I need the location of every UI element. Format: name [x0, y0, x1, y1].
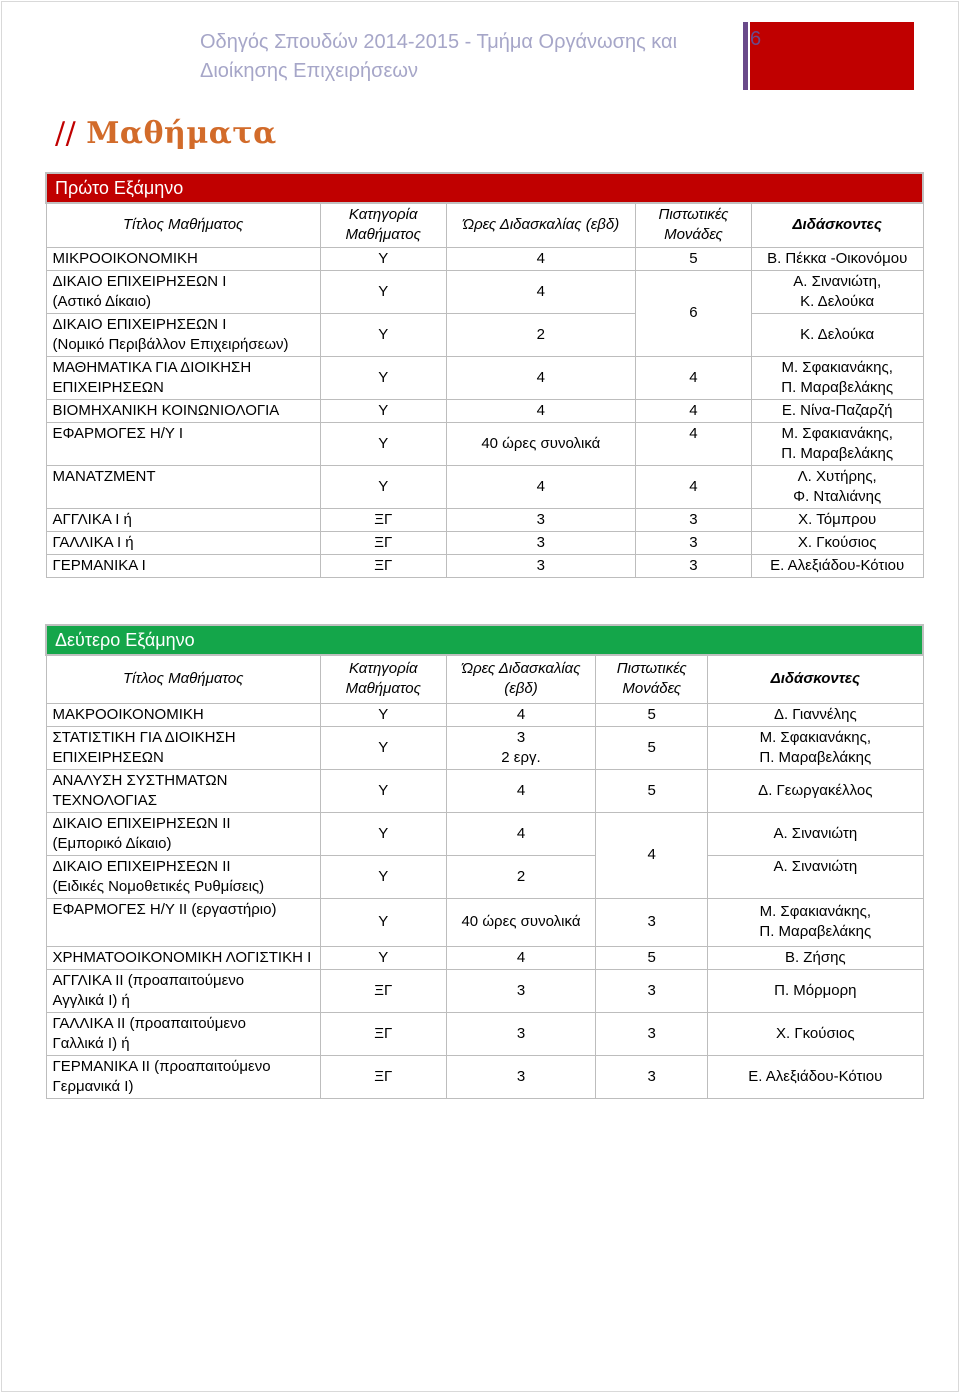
course-instructors: Π. Μόρμορη [708, 969, 923, 1012]
table-row [46, 1012, 923, 1055]
course-hours: 4 [446, 270, 635, 313]
course-ects: 5 [596, 769, 708, 812]
course-title [46, 1055, 320, 1098]
course-category: Υ [320, 465, 446, 508]
instructor-line2: Π. Μαραβελάκης [759, 748, 872, 766]
course-hours: 2 [446, 313, 635, 356]
course-instructors: Χ. Γκούσιος [751, 531, 923, 554]
header-title: Τίτλος Μαθήματος [46, 203, 320, 247]
semester2-header-row [46, 655, 923, 703]
course-hours: 4 [446, 465, 635, 508]
course-instructors: Κ. Δελούκα [751, 313, 923, 356]
course-title [46, 270, 320, 313]
course-title [46, 855, 320, 898]
course-instructors: Χ. Τόμπρου [751, 508, 923, 531]
course-title-line2: (Εμπορικό Δίκαιο) [52, 834, 172, 852]
course-title-line2: (Αστικό Δίκαιο) [52, 292, 152, 310]
course-title-line1: ΣΤΑΤΙΣΤΙΚΗ ΓΙΑ ΔΙΟΙΚΗΣΗ [52, 728, 236, 746]
course-category: ΞΓ [320, 531, 446, 554]
course-hours: 3 [446, 531, 635, 554]
course-hours: 4 [446, 812, 596, 855]
course-category: Υ [320, 356, 446, 399]
course-category: Υ [320, 399, 446, 422]
course-title: ΓΕΡΜΑΝΙΚΑ Ι [46, 554, 320, 577]
table-row [46, 769, 923, 812]
instructor-line1: Μ. Σφακιανάκης, [759, 903, 872, 920]
course-title [46, 356, 320, 399]
course-ects: 5 [596, 946, 708, 969]
course-hours: 3 [446, 554, 635, 577]
course-hours: 4 [446, 356, 635, 399]
table-row [46, 270, 923, 313]
course-ects: 3 [596, 969, 708, 1012]
course-title-line2: ΤΕΧΝΟΛΟΓΙΑΣ [52, 791, 157, 809]
section-title [55, 116, 277, 151]
course-ects: 3 [636, 508, 752, 531]
course-ects: 4 [636, 465, 752, 508]
instructor-line2: Κ. Δελούκα [800, 292, 875, 310]
table-row [46, 465, 923, 508]
course-title [46, 1012, 320, 1055]
running-header-line1: Οδηγός Σπουδών 2014-2015 - Τμήμα Οργάνωσης και [200, 31, 678, 53]
course-ects: 3 [596, 1055, 708, 1098]
course-category: Υ [320, 855, 446, 898]
instructor-line1: Μ. Σφακιανάκης, [781, 358, 893, 376]
course-instructors [708, 898, 923, 946]
course-instructors [751, 270, 923, 313]
course-category: ΞΓ [320, 554, 446, 577]
course-hours: 4 [446, 399, 635, 422]
instructor-line2: Π. Μαραβελάκης [781, 378, 894, 396]
table-row [46, 531, 923, 554]
header-instructors: Διδάσκοντες [708, 655, 923, 703]
table-row [46, 703, 923, 726]
course-ects: 4 [636, 356, 752, 399]
course-ects: 3 [596, 1012, 708, 1055]
course-category: ΞΓ [320, 969, 446, 1012]
semester1-banner-row [46, 173, 923, 203]
course-instructors: Ε. Νίνα-Παζαρζή [751, 399, 923, 422]
course-title: ΑΓΓΛΙΚΑ Ι ή [46, 508, 320, 531]
course-title [46, 969, 320, 1012]
header-ects: Πιστωτικές Μονάδες [596, 655, 708, 703]
course-category: Υ [320, 247, 446, 270]
course-category: Υ [320, 812, 446, 855]
course-hours: 3 [446, 1055, 596, 1098]
course-hours: 2 [446, 855, 596, 898]
header-title: Τίτλος Μαθήματος [46, 655, 320, 703]
course-title-line1: ΔΙΚΑΙΟ ΕΠΙΧΕΙΡΗΣΕΩΝ Ι [52, 272, 227, 290]
table-row [46, 898, 923, 946]
course-title [46, 726, 320, 769]
table-row [46, 726, 923, 769]
course-hours: 40 ώρες συνολικά [446, 422, 635, 465]
instructor-line2: Π. Μαραβελάκης [781, 444, 894, 462]
course-title: ΕΦΑΡΜΟΓΕΣ Η/Υ ΙΙ (εργαστήριο) [46, 898, 320, 946]
course-title-line2: Αγγλικά Ι) ή [52, 991, 130, 1009]
header-accent-bar [743, 22, 748, 90]
course-instructors: Β. Πέκκα -Οικονόμου [751, 247, 923, 270]
course-title-line1: ΑΝΑΛΥΣΗ ΣΥΣΤΗΜΑΤΩΝ [52, 771, 228, 789]
course-hours: 3 [446, 1012, 596, 1055]
instructor-line1: Α. Σινανιώτη, [793, 272, 882, 290]
course-ects: 4 [636, 399, 752, 422]
course-category: Υ [320, 703, 446, 726]
instructor-line1: Λ. Χυτήρης, [797, 467, 877, 485]
course-title: ΓΑΛΛΙΚΑ Ι ή [46, 531, 320, 554]
semester2-banner-row [46, 625, 923, 655]
semester1-header-row [46, 203, 923, 247]
semester1-banner: Πρώτο Εξάμηνο [46, 173, 923, 203]
course-title-line2: (Νομικό Περιβάλλον Επιχειρήσεων) [52, 335, 289, 353]
course-hours: 40 ώρες συνολικά [446, 898, 596, 946]
course-hours: 3 [446, 969, 596, 1012]
table-row [46, 356, 923, 399]
course-title: ΕΦΑΡΜΟΓΕΣ Η/Υ Ι [46, 422, 320, 465]
table-row [46, 554, 923, 577]
course-hours: 4 [446, 769, 596, 812]
course-instructors [751, 356, 923, 399]
course-category: Υ [320, 726, 446, 769]
header-hours: Ώρες Διδασκαλίας (εβδ) [446, 203, 635, 247]
course-title-line1: ΔΙΚΑΙΟ ΕΠΙΧΕΙΡΗΣΕΩΝ Ι [52, 315, 227, 333]
course-instructors: Α. Σινανιώτη [708, 812, 923, 855]
course-instructors [751, 422, 923, 465]
course-title-line2: ΕΠΙΧΕΙΡΗΣΕΩΝ [52, 748, 164, 766]
table-row [46, 422, 923, 465]
header-category: Κατηγορία Μαθήματος [320, 203, 446, 247]
table-row [46, 812, 923, 855]
course-instructors: Β. Ζήσης [708, 946, 923, 969]
table-row [46, 855, 923, 898]
course-category: Υ [320, 946, 446, 969]
course-title: ΜΑΚΡΟΟΙΚΟΝΟΜΙΚΗ [46, 703, 320, 726]
page-number: 6 [750, 28, 762, 50]
course-title [46, 769, 320, 812]
course-category: ΞΓ [320, 1055, 446, 1098]
table-row [46, 508, 923, 531]
course-title-line1: ΓΕΡΜΑΝΙΚΑ ΙΙ (προαπαιτούμενο [52, 1057, 271, 1075]
header-hours: Ώρες Διδασκαλίας (εβδ) [446, 655, 596, 703]
course-category: Υ [320, 313, 446, 356]
course-instructors: Δ. Γεωργακέλλος [708, 769, 923, 812]
course-title-line2: Γαλλικά Ι) ή [52, 1034, 130, 1052]
instructor-line1: Μ. Σφακιανάκης, [759, 728, 872, 746]
running-header [200, 28, 740, 86]
course-ects: 4 [636, 422, 752, 465]
table-row [46, 399, 923, 422]
running-header-line2: Διοίκησης Επιχειρήσεων [200, 60, 418, 82]
header-instructors: Διδάσκοντες [751, 203, 923, 247]
course-instructors [751, 465, 923, 508]
course-hours: 4 [446, 946, 596, 969]
section-title-text: Μαθήματα [86, 116, 277, 151]
course-title-line2: ΕΠΙΧΕΙΡΗΣΕΩΝ [52, 378, 164, 396]
header-page-box [750, 22, 914, 90]
course-instructors: Α. Σινανιώτη [708, 855, 923, 898]
course-title: ΧΡΗΜΑΤΟΟΙΚΟΝΟΜΙΚΗ ΛΟΓΙΣΤΙΚΗ Ι [46, 946, 320, 969]
header-category: Κατηγορία Μαθήματος [320, 655, 446, 703]
course-instructors: Ε. Αλεξιάδου-Κότιου [751, 554, 923, 577]
section-slashes: // [55, 116, 77, 151]
course-instructors [708, 726, 923, 769]
instructor-line2: Π. Μαραβελάκης [759, 923, 872, 940]
course-hours-line1: 3 [516, 728, 526, 746]
course-instructors: Δ. Γιαννέλης [708, 703, 923, 726]
instructor-line1: Μ. Σφακιανάκης, [781, 424, 893, 442]
table-row [46, 946, 923, 969]
course-category: Υ [320, 769, 446, 812]
course-ects: 3 [636, 554, 752, 577]
course-category: Υ [320, 270, 446, 313]
course-ects: 5 [636, 247, 752, 270]
course-category: ΞΓ [320, 1012, 446, 1055]
semester1-table [45, 172, 924, 578]
course-hours-line2: 2 εργ. [501, 748, 541, 766]
course-title-line2: (Ειδικές Νομοθετικές Ρυθμίσεις) [52, 877, 265, 895]
table-row [46, 969, 923, 1012]
course-category: ΞΓ [320, 508, 446, 531]
course-instructors: Ε. Αλεξιάδου-Κότιου [708, 1055, 923, 1098]
course-title: ΒΙΟΜΗΧΑΝΙΚΗ ΚΟΙΝΩΝΙΟΛΟΓΙΑ [46, 399, 320, 422]
header-ects: Πιστωτικές Μονάδες [636, 203, 752, 247]
course-title-line2: Γερμανικά Ι) [52, 1077, 134, 1095]
table-row [46, 1055, 923, 1098]
course-ects: 3 [596, 898, 708, 946]
course-title: ΜΑΝΑΤΖΜΕΝΤ [46, 465, 320, 508]
course-title [46, 313, 320, 356]
course-ects: 5 [596, 703, 708, 726]
course-hours [446, 726, 596, 769]
table-row [46, 247, 923, 270]
instructor-line2: Φ. Νταλιάνης [793, 487, 882, 505]
course-hours: 4 [446, 703, 596, 726]
course-title: ΜΙΚΡΟΟΙΚΟΝΟΜΙΚΗ [46, 247, 320, 270]
semester2-banner: Δεύτερο Εξάμηνο [46, 625, 923, 655]
course-category: Υ [320, 422, 446, 465]
course-ects: 3 [636, 531, 752, 554]
course-ects: 4 [596, 812, 708, 898]
course-title [46, 812, 320, 855]
course-ects: 6 [636, 270, 752, 356]
course-category: Υ [320, 898, 446, 946]
course-title-line1: ΓΑΛΛΙΚΑ ΙΙ (προαπαιτούμενο [52, 1014, 246, 1032]
course-instructors: Χ. Γκούσιος [708, 1012, 923, 1055]
course-hours: 3 [446, 508, 635, 531]
course-hours: 4 [446, 247, 635, 270]
course-title-line1: ΔΙΚΑΙΟ ΕΠΙΧΕΙΡΗΣΕΩΝ ΙΙ [52, 857, 231, 875]
course-title-line1: ΑΓΓΛΙΚΑ ΙΙ (προαπαιτούμενο [52, 971, 245, 989]
course-title-line1: ΔΙΚΑΙΟ ΕΠΙΧΕΙΡΗΣΕΩΝ ΙΙ [52, 814, 231, 832]
course-ects: 5 [596, 726, 708, 769]
semester2-table [45, 624, 924, 1099]
table-row [46, 313, 923, 356]
course-title-line1: ΜΑΘΗΜΑΤΙΚΑ ΓΙΑ ΔΙΟΙΚΗΣΗ [52, 358, 252, 376]
